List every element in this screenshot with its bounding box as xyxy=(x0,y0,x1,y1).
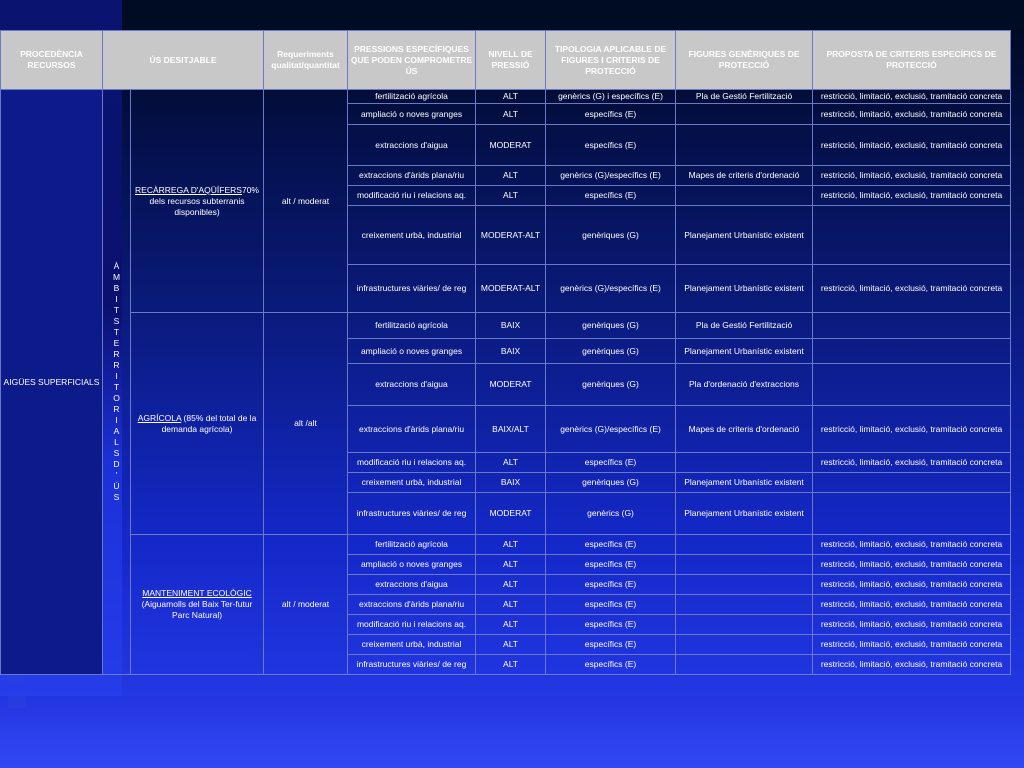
pressure-cell: fertilització agrícola xyxy=(348,90,476,104)
ambit-letter: B xyxy=(113,283,120,293)
criteria-cell xyxy=(813,493,1011,535)
header-proposta: PROPOSTA DE CRITERIS ESPECÍFICS DE PROTECCIÓ xyxy=(813,31,1011,90)
figures-cell: Planejament Urbanístic existent xyxy=(676,265,813,313)
typology-cell: específics (E) xyxy=(546,453,676,473)
ambit-letter: ' xyxy=(115,470,118,480)
criteria-cell: restricció, limitació, exclusió, tramitació concreta xyxy=(813,406,1011,453)
ambit-letter: L xyxy=(114,437,119,447)
figures-cell xyxy=(676,125,813,166)
typology-cell: genèriques (G) xyxy=(546,313,676,339)
figures-cell xyxy=(676,615,813,635)
pressure-cell: fertilització agrícola xyxy=(348,313,476,339)
pressure-cell: creixement urbà, industrial xyxy=(348,473,476,493)
criteria-cell: restricció, limitació, exclusió, tramitació concreta xyxy=(813,635,1011,655)
pressure-cell: infrastructures viàries/ de reg xyxy=(348,493,476,535)
pressure-cell: extraccions d'aigua xyxy=(348,364,476,406)
typology-cell: específics (E) xyxy=(546,104,676,125)
criteria-cell: restricció, limitació, exclusió, tramitació concreta xyxy=(813,575,1011,595)
typology-cell: genèrics (G)/específics (E) xyxy=(546,406,676,453)
ambit-letter: I xyxy=(115,415,118,425)
figures-cell xyxy=(676,575,813,595)
header-nivell: NIVELL DE PRESSIÓ xyxy=(476,31,546,90)
use-title: MANTENIMENT ECOLÒGIC xyxy=(142,588,252,598)
bottom-band xyxy=(0,696,1024,768)
pressure-cell: fertilització agrícola xyxy=(348,535,476,555)
criteria-cell: restricció, limitació, exclusió, tramitació concreta xyxy=(813,595,1011,615)
figures-cell xyxy=(676,655,813,675)
typology-cell: genèriques (G) xyxy=(546,364,676,406)
level-cell: ALT xyxy=(476,90,546,104)
criteria-cell: restricció, limitació, exclusió, tramitació concreta xyxy=(813,453,1011,473)
criteria-cell xyxy=(813,339,1011,364)
table-row xyxy=(1,313,1011,339)
ambit-letter: O xyxy=(113,393,120,403)
pressure-cell: extraccions d'àrids plana/riu xyxy=(348,595,476,615)
level-cell: BAIX xyxy=(476,339,546,364)
level-cell: ALT xyxy=(476,615,546,635)
criteria-cell xyxy=(813,364,1011,406)
use-cell xyxy=(131,313,264,535)
figures-cell: Pla de Gestió Fertilització xyxy=(676,313,813,339)
table-header-row xyxy=(1,31,1011,90)
ambit-letter: E xyxy=(113,338,120,348)
figures-cell: Pla d'ordenació d'extraccions xyxy=(676,364,813,406)
criteria-cell: restricció, limitació, exclusió, tramitació concreta xyxy=(813,655,1011,675)
criteria-cell xyxy=(813,206,1011,265)
level-cell: ALT xyxy=(476,104,546,125)
typology-cell: específics (E) xyxy=(546,615,676,635)
level-cell: MODERAT xyxy=(476,493,546,535)
film-hole xyxy=(8,694,26,708)
typology-cell: genèriques (G) xyxy=(546,339,676,364)
pressure-cell: modificació riu i relacions aq. xyxy=(348,186,476,206)
criteria-cell xyxy=(813,473,1011,493)
figures-cell xyxy=(676,104,813,125)
typology-cell: específics (E) xyxy=(546,555,676,575)
table-row xyxy=(1,535,1011,555)
ambit-letter: S xyxy=(113,316,120,326)
use-description: (Aiguamolls del Baix Ter-futur Parc Natural) xyxy=(141,599,253,620)
level-cell: ALT xyxy=(476,453,546,473)
header-tipologia: TIPOLOGIA APLICABLE DE FIGURES I CRITERIS DE PROTECCIÓ xyxy=(546,31,676,90)
level-cell: ALT xyxy=(476,166,546,186)
figures-cell: Planejament Urbanístic existent xyxy=(676,339,813,364)
use-title: RECÀRREGA D'AQÜÍFERS xyxy=(135,184,242,195)
use-cell xyxy=(131,535,264,675)
figures-cell: Mapes de criteris d'ordenació xyxy=(676,166,813,186)
table-row xyxy=(1,90,1011,104)
pressure-cell: infrastructures viàries/ de reg xyxy=(348,655,476,675)
pressure-cell: creixement urbà, industrial xyxy=(348,206,476,265)
figures-cell: Planejament Urbanístic existent xyxy=(676,473,813,493)
use-description: 70% dels recursos subterranis disponibles) xyxy=(149,184,259,217)
criteria-cell: restricció, limitació, exclusió, tramitació concreta xyxy=(813,186,1011,206)
typology-cell: específics (E) xyxy=(546,125,676,166)
ambit-letter: T xyxy=(113,382,120,392)
level-cell: ALT xyxy=(476,655,546,675)
ambit-letter: I xyxy=(115,294,118,304)
ambit-letter: M xyxy=(112,272,121,282)
ambit-letter: S xyxy=(113,448,120,458)
ambit-letter: I xyxy=(115,371,118,381)
pressure-cell: modificació riu i relacions aq. xyxy=(348,453,476,473)
header-figures: FIGURES GENÈRIQUES DE PROTECCIÓ xyxy=(676,31,813,90)
pressure-cell: infrastructures viàries/ de reg xyxy=(348,265,476,313)
level-cell: ALT xyxy=(476,186,546,206)
figures-cell xyxy=(676,595,813,615)
pressure-cell: creixement urbà, industrial xyxy=(348,635,476,655)
level-cell: ALT xyxy=(476,595,546,615)
level-cell: BAIX xyxy=(476,313,546,339)
typology-cell: genèrics (G) xyxy=(546,493,676,535)
pressure-cell: ampliació o noves granges xyxy=(348,339,476,364)
criteria-cell: restricció, limitació, exclusió, tramitació concreta xyxy=(813,555,1011,575)
level-cell: BAIX xyxy=(476,473,546,493)
criteria-cell: restricció, limitació, exclusió, tramitació concreta xyxy=(813,265,1011,313)
pressure-cell: extraccions d'àrids plana/riu xyxy=(348,406,476,453)
use-title: AGRÍCOLA xyxy=(137,412,182,423)
typology-cell: específics (E) xyxy=(546,535,676,555)
level-cell: ALT xyxy=(476,535,546,555)
ambit-letter: R xyxy=(113,404,120,414)
ambit-letter: R xyxy=(113,360,120,370)
requirement-cell: alt /alt xyxy=(264,313,348,535)
header-pressions: PRESSIONS ESPECÍFIQUES QUE PODEN COMPROMETRE ÚS xyxy=(348,31,476,90)
level-cell: ALT xyxy=(476,555,546,575)
protection-criteria-table xyxy=(0,30,1011,675)
criteria-cell: restricció, limitació, exclusió, tramitació concreta xyxy=(813,90,1011,104)
level-cell: ALT xyxy=(476,635,546,655)
pressure-cell: ampliació o noves granges xyxy=(348,104,476,125)
typology-cell: específics (E) xyxy=(546,635,676,655)
requirement-cell: alt / moderat xyxy=(264,535,348,675)
ambit-letter: T xyxy=(113,327,120,337)
ambit-letter: D xyxy=(113,459,120,469)
pressure-cell: extraccions d'àrids plana/riu xyxy=(348,166,476,186)
figures-cell: Planejament Urbanístic existent xyxy=(676,206,813,265)
pressure-cell: extraccions d'aigua xyxy=(348,575,476,595)
level-cell: MODERAT xyxy=(476,125,546,166)
pressure-cell: modificació riu i relacions aq. xyxy=(348,615,476,635)
header-us-desitjable: ÚS DESITJABLE xyxy=(103,31,264,90)
typology-cell: genèriques (G) xyxy=(546,206,676,265)
header-requeriments: Requeriments qualitat/quantitat xyxy=(264,31,348,90)
criteria-cell: restricció, limitació, exclusió, tramitació concreta xyxy=(813,615,1011,635)
use-description: (85% del total de la demanda agrícola) xyxy=(161,412,257,434)
level-cell: MODERAT-ALT xyxy=(476,206,546,265)
criteria-cell: restricció, limitació, exclusió, tramitació concreta xyxy=(813,125,1011,166)
figures-cell xyxy=(676,186,813,206)
procedencia-cell: AIGÜES SUPERFICIALS xyxy=(1,90,103,675)
figures-cell xyxy=(676,453,813,473)
typology-cell: genèrics (G) i específics (E) xyxy=(546,90,676,104)
criteria-cell xyxy=(813,313,1011,339)
figures-cell: Pla de Gestió Fertilització xyxy=(676,90,813,104)
figures-cell xyxy=(676,635,813,655)
level-cell: ALT xyxy=(476,575,546,595)
criteria-cell: restricció, limitació, exclusió, tramitació concreta xyxy=(813,104,1011,125)
use-cell xyxy=(131,90,264,313)
ambit-letter: A xyxy=(113,426,120,436)
ambit-letter: Ú xyxy=(113,481,120,491)
figures-cell: Mapes de criteris d'ordenació xyxy=(676,406,813,453)
pressure-cell: extraccions d'aigua xyxy=(348,125,476,166)
pressure-cell: ampliació o noves granges xyxy=(348,555,476,575)
ambit-letter: À xyxy=(113,261,120,271)
typology-cell: específics (E) xyxy=(546,575,676,595)
typology-cell: genèrics (G)/específics (E) xyxy=(546,265,676,313)
typology-cell: específics (E) xyxy=(546,595,676,615)
ambit-letter: R xyxy=(113,349,120,359)
requirement-cell: alt / moderat xyxy=(264,90,348,313)
ambit-letter: T xyxy=(113,305,120,315)
ambit-letter: S xyxy=(113,492,120,502)
level-cell: MODERAT-ALT xyxy=(476,265,546,313)
typology-cell: específics (E) xyxy=(546,655,676,675)
criteria-cell: restricció, limitació, exclusió, tramitació concreta xyxy=(813,535,1011,555)
level-cell: MODERAT xyxy=(476,364,546,406)
typology-cell: genèrics (G)/específics (E) xyxy=(546,166,676,186)
figures-cell: Planejament Urbanístic existent xyxy=(676,493,813,535)
criteria-cell: restricció, limitació, exclusió, tramitació concreta xyxy=(813,166,1011,186)
ambit-vertical-label xyxy=(103,90,131,675)
typology-cell: específics (E) xyxy=(546,186,676,206)
top-band xyxy=(0,0,1024,30)
header-procedencia: PROCEDÈNCIA RECURSOS xyxy=(1,31,103,90)
figures-cell xyxy=(676,555,813,575)
level-cell: BAIX/ALT xyxy=(476,406,546,453)
typology-cell: genèriques (G) xyxy=(546,473,676,493)
figures-cell xyxy=(676,535,813,555)
